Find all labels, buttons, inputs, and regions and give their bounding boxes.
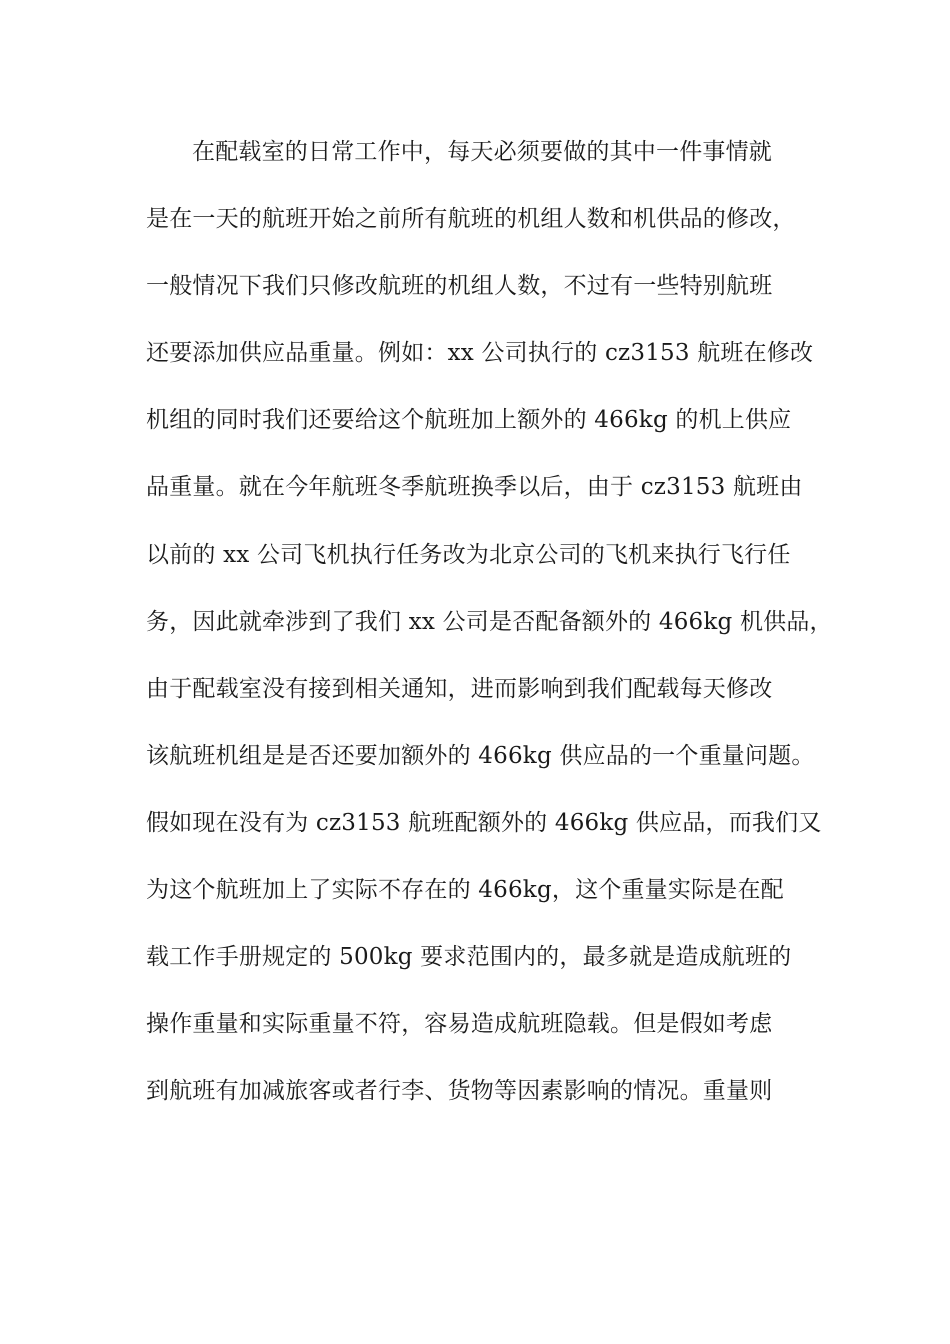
paragraph-line: 为这个航班加上了实际不存在的 466kg，这个重量实际是在配 <box>146 877 784 904</box>
paragraph-line: 该航班机组是是否还要加额外的 466kg 供应品的一个重量问题。 <box>146 742 815 769</box>
paragraph-line: 机组的同时我们还要给这个航班加上额外的 466kg 的机上供应 <box>146 407 792 434</box>
paragraph-line: 品重量。就在今年航班冬季航班换季以后，由于 cz3153 航班由 <box>146 474 803 501</box>
paragraph-line: 是在一天的航班开始之前所有航班的机组人数和机供品的修改， <box>146 206 796 233</box>
paragraph-line: 载工作手册规定的 500kg 要求范围内的，最多就是造成航班的 <box>146 944 792 971</box>
paragraph-line: 由于配载室没有接到相关通知，进而影响到我们配载每天修改 <box>146 675 773 702</box>
paragraph-line: 以前的 xx 公司飞机执行任务改为北京公司的飞机来执行飞行任 <box>146 541 791 568</box>
paragraph-line: 在配载室的日常工作中，每天必须要做的其中一件事情就 <box>192 139 772 165</box>
body-paragraph <box>146 132 833 1138</box>
paragraph-line: 务，因此就牵涉到了我们 xx 公司是否配备额外的 466kg 机供品， <box>146 608 833 635</box>
paragraph-line: 操作重量和实际重量不符，容易造成航班隐载。但是假如考虑 <box>146 1011 773 1038</box>
paragraph-line: 到航班有加减旅客或者行李、货物等因素影响的情况。重量则 <box>146 1078 773 1105</box>
paragraph-line: 假如现在没有为 cz3153 航班配额外的 466kg 供应品，而我们又 <box>146 809 822 836</box>
paragraph-line: 还要添加供应品重量。例如：xx 公司执行的 cz3153 航班在修改 <box>146 340 814 367</box>
paragraph-line: 一般情况下我们只修改航班的机组人数，不过有一些特别航班 <box>146 273 773 300</box>
